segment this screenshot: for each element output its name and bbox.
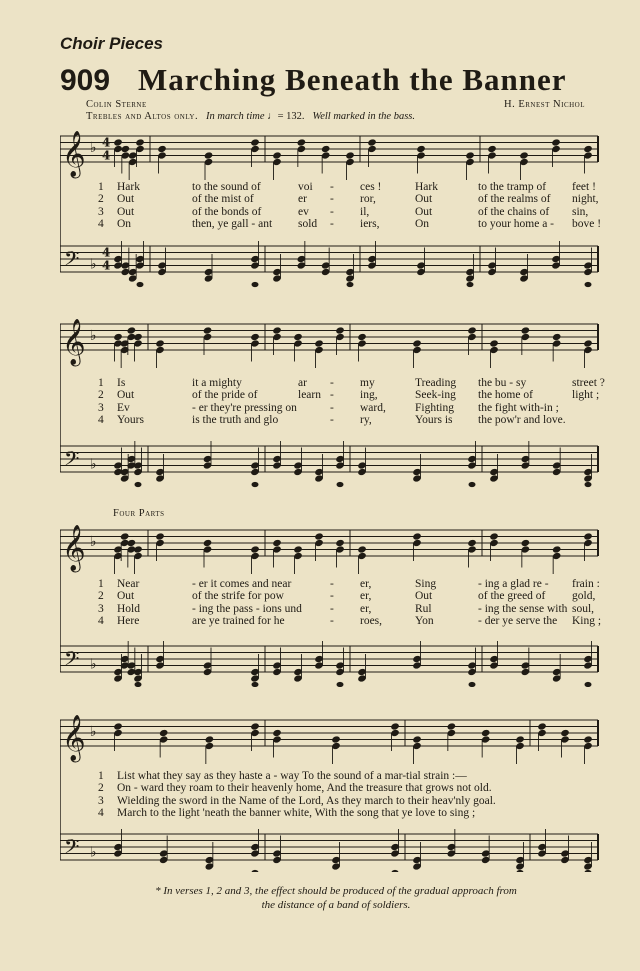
note-head <box>252 870 259 872</box>
lyric-syllable: il, <box>360 205 370 218</box>
note-head <box>133 333 143 341</box>
lyric-syllable: Treading <box>415 377 457 389</box>
flat-key-signature-icon: ♭ <box>90 256 97 273</box>
note-head <box>127 539 137 547</box>
note-head <box>113 722 123 730</box>
words-credit: Colin Sterne <box>86 99 147 110</box>
lyric-syllable: Out <box>117 193 135 206</box>
lyric-syllable: is the truth and glo <box>192 414 279 427</box>
verse-number: 3 <box>98 602 104 615</box>
note-head <box>585 282 592 287</box>
lyric-syllable: er, <box>360 590 372 603</box>
lyric-syllable: er, <box>360 602 372 615</box>
note-head <box>314 339 324 347</box>
lyric-syllable: to the sound of <box>192 181 261 193</box>
note-head <box>412 339 422 347</box>
lyric-syllable: Here <box>117 615 140 628</box>
lyric-syllable: sin, <box>572 205 589 218</box>
lyric-syllable: Out <box>117 205 135 218</box>
lyric-syllable: - <box>330 401 334 414</box>
lyric-line <box>60 770 600 782</box>
lyric-syllable: the fight with-in ; <box>478 401 559 414</box>
lyric-syllable: - <box>330 205 334 218</box>
lyric-syllable: Out <box>415 193 433 206</box>
verse-number: 3 <box>98 794 104 807</box>
note-head <box>128 151 138 159</box>
note-head <box>469 482 476 487</box>
lyric-syllable: the bu - sy <box>478 377 527 389</box>
lyric-line <box>60 578 600 590</box>
lyric-syllable: - <box>330 578 334 590</box>
lyric-syllable: of the realms of <box>478 193 551 206</box>
lyrics-system-2 <box>60 377 605 427</box>
music-system-1 <box>60 128 600 303</box>
verse-number: 4 <box>98 615 104 628</box>
lyric-line <box>60 603 600 615</box>
note-head <box>335 539 345 547</box>
flat-key-signature-icon: ♭ <box>90 844 97 861</box>
time-signature: 4 <box>102 245 111 260</box>
lyric-syllable: - <box>330 193 334 206</box>
lyric-syllable: - <box>330 615 334 628</box>
note-head <box>113 138 123 146</box>
note-head <box>203 326 213 334</box>
note-head <box>465 151 475 159</box>
note-head <box>345 151 355 159</box>
note-head <box>560 729 570 737</box>
lyric-syllable: of the greed of <box>478 590 546 603</box>
lyric-syllable: - <box>330 181 334 193</box>
bass-clef-icon: 𝄢 <box>64 247 80 275</box>
four-parts-label: Four Parts <box>113 508 165 519</box>
lyric-line <box>60 181 600 193</box>
note-head <box>583 339 593 347</box>
voices-direction: Trebles and Altos only. <box>86 111 199 122</box>
lyric-syllable: - <box>330 590 334 603</box>
note-head <box>367 138 377 146</box>
note-head <box>135 682 142 687</box>
note-head <box>157 145 167 153</box>
note-head <box>252 682 259 687</box>
note-head <box>521 539 531 547</box>
flat-key-signature-icon: ♭ <box>90 328 97 344</box>
flat-key-signature-icon: ♭ <box>90 724 97 740</box>
note-head <box>347 282 354 287</box>
lyric-line <box>60 402 600 414</box>
music-credit: H. Ernest Nichol <box>503 99 585 110</box>
note-head <box>517 870 524 872</box>
note-head <box>487 145 497 153</box>
expression-direction: Well marked in the bass. <box>312 111 415 122</box>
lyric-syllable: gold, <box>572 590 596 603</box>
note-head <box>416 145 426 153</box>
note-head <box>357 545 367 553</box>
lyric-syllable: learn <box>298 389 321 402</box>
lyrics-system-4 <box>60 770 600 820</box>
note-head <box>585 870 592 872</box>
lyrics-system-3 <box>60 578 600 628</box>
note-head <box>137 282 144 287</box>
lyric-syllable: the home of <box>478 389 533 402</box>
lyric-syllable: it a mighty <box>192 377 242 389</box>
performance-directions <box>86 111 415 122</box>
note-head <box>293 545 303 553</box>
note-head <box>297 138 307 146</box>
note-head <box>121 145 131 153</box>
note-head <box>585 682 592 687</box>
lyric-syllable: soul, <box>572 602 595 615</box>
note-head <box>412 735 422 743</box>
verse-number: 2 <box>98 389 104 402</box>
treble-clef-icon: 𝄞 <box>62 319 86 365</box>
verse-number: 4 <box>98 807 104 820</box>
lyric-syllable: voi <box>298 181 313 193</box>
lyric-syllable: to your home a - <box>478 218 555 231</box>
lyric-syllable: On <box>415 218 430 231</box>
lyric-syllable: ror, <box>360 193 376 206</box>
lyric-line <box>60 414 600 426</box>
note-head <box>515 735 525 743</box>
time-signature: 4 <box>102 258 111 273</box>
verse-number: 2 <box>98 782 104 795</box>
note-head <box>205 735 215 743</box>
lyric-syllable: ry, <box>360 414 372 427</box>
bass-clef-icon: 𝄢 <box>64 835 80 863</box>
note-head <box>552 333 562 341</box>
verse-number: 2 <box>98 193 104 206</box>
note-head <box>272 326 282 334</box>
lyric-syllable: Is <box>117 377 126 389</box>
lyric-syllable: Out <box>117 389 135 402</box>
lyric-syllable: - ing a glad re - <box>478 578 549 590</box>
lyric-syllable: Out <box>415 590 433 603</box>
lyric-syllable: - ing the pass - ions und <box>192 602 302 615</box>
lyric-syllable: - ing the sense with <box>478 602 568 615</box>
lyric-syllable: Hark <box>117 181 140 193</box>
note-head <box>135 138 145 146</box>
verse-number: 1 <box>98 578 104 590</box>
lyric-syllable: of the strife for pow <box>192 590 284 603</box>
note-head <box>583 532 593 540</box>
lyric-line <box>60 389 600 401</box>
lyric-syllable: Ev <box>117 401 130 414</box>
lyric-syllable: Near <box>117 578 140 590</box>
lyric-syllable: of the pride of <box>192 389 258 402</box>
lyric-syllable: feet ! <box>572 181 596 193</box>
verse-number: 3 <box>98 205 104 218</box>
verse-number: 1 <box>98 181 104 193</box>
lyric-syllable: Yours is <box>415 414 453 427</box>
note-head <box>489 532 499 540</box>
lyric-syllable: On <box>117 218 132 231</box>
metronome-mark: ♩= 132. <box>267 111 305 122</box>
lyric-syllable: ward, <box>360 401 386 414</box>
note-head <box>467 282 474 287</box>
note-head <box>272 539 282 547</box>
lyric-syllable: ar <box>298 377 307 389</box>
lyric-syllable: my <box>360 377 375 389</box>
lyric-syllable: - er it comes and near <box>192 578 292 590</box>
note-head <box>250 722 260 730</box>
note-head <box>272 151 282 159</box>
lyrics-system-1 <box>60 181 600 231</box>
lyric-line <box>60 206 600 218</box>
footnote <box>86 884 586 912</box>
note-head <box>521 326 531 334</box>
lyric-syllable: King ; <box>572 615 602 628</box>
note-head <box>331 735 341 743</box>
lyric-syllable: On - ward they roam to their heavenly home, And the treasure that grows not old. <box>117 782 492 795</box>
lyric-syllable: bove ! <box>572 218 602 231</box>
note-head <box>155 532 165 540</box>
note-head <box>337 482 344 487</box>
flat-key-signature-icon: ♭ <box>90 456 97 473</box>
flat-key-signature-icon: ♭ <box>90 534 97 550</box>
note-head <box>133 545 143 553</box>
lyric-syllable: Yon <box>415 615 434 628</box>
verse-number: 4 <box>98 218 104 231</box>
lyric-syllable: Sing <box>415 578 437 590</box>
verse-number: 1 <box>98 770 104 782</box>
note-head <box>250 545 260 553</box>
lyric-syllable: the pow'r and love. <box>478 414 566 427</box>
note-head <box>481 729 491 737</box>
lyric-syllable: iers, <box>360 218 380 231</box>
note-head <box>272 729 282 737</box>
lyric-syllable: er <box>298 193 307 206</box>
note-head <box>489 339 499 347</box>
flat-key-signature-icon: ♭ <box>90 656 97 673</box>
note-head <box>467 326 477 334</box>
note-head <box>250 333 260 341</box>
lyric-syllable: March to the light 'neath the banner white, With the song that ye love to sing ; <box>117 807 476 820</box>
note-head <box>335 326 345 334</box>
lyric-line <box>60 377 605 389</box>
lyric-syllable: Out <box>117 590 135 603</box>
lyric-syllable: of the bonds of <box>192 205 262 218</box>
note-head <box>203 539 213 547</box>
tempo-marking: In march time <box>206 111 265 122</box>
quarter-note-icon: ♩ <box>267 111 278 122</box>
lyric-syllable: Out <box>415 205 433 218</box>
bass-clef-icon: 𝄢 <box>64 447 80 475</box>
lyric-syllable: er, <box>360 578 372 590</box>
lyric-syllable: - <box>330 377 334 389</box>
lyric-syllable: light ; <box>572 389 600 402</box>
note-head <box>519 151 529 159</box>
note-head <box>552 545 562 553</box>
lyric-syllable: are ye trained for he <box>192 615 285 628</box>
lyric-syllable: roes, <box>360 615 383 628</box>
lyric-syllable: - <box>330 414 334 427</box>
lyric-syllable: - <box>330 218 334 231</box>
time-signature: 4 <box>102 148 111 163</box>
note-head <box>583 145 593 153</box>
note-head <box>469 682 476 687</box>
verse-number: 4 <box>98 414 104 427</box>
lyric-syllable: - <box>330 602 334 615</box>
lyric-syllable: Yours <box>117 414 144 427</box>
section-header: Choir Pieces <box>60 34 163 53</box>
lyric-line <box>60 590 600 602</box>
lyric-syllable: of the chains of <box>478 205 550 218</box>
note-head <box>127 326 137 334</box>
note-head <box>447 722 457 730</box>
lyric-syllable: Hark <box>415 181 438 193</box>
note-head <box>537 722 547 730</box>
lyric-syllable: - <box>330 389 334 402</box>
hymn-title: Marching Beneath the Banner <box>138 62 567 97</box>
note-head <box>314 532 324 540</box>
note-head <box>551 138 561 146</box>
note-head <box>293 333 303 341</box>
treble-clef-icon: 𝄞 <box>62 715 86 761</box>
lyric-line <box>60 615 600 627</box>
lyric-syllable: - der ye serve the <box>478 615 558 628</box>
verse-number: 2 <box>98 590 104 603</box>
lyric-line <box>60 193 600 205</box>
note-head <box>412 532 422 540</box>
lyric-syllable: Wielding the sword in the Name of the Lord, As they march to their heav'nly goal. <box>117 794 496 807</box>
lyric-line <box>60 218 600 230</box>
footnote-line-1: * In verses 1, 2 and 3, the effect should be produced of the gradual approach from <box>155 885 517 897</box>
note-head <box>120 532 130 540</box>
note-head <box>113 333 123 341</box>
lyric-syllable: street ? <box>572 377 605 389</box>
note-head <box>357 333 367 341</box>
lyric-syllable: ces ! <box>360 181 382 193</box>
hymn-number: 909 <box>60 64 111 97</box>
note-head <box>135 482 142 487</box>
note-head <box>252 482 259 487</box>
lyric-syllable: List what they say as they haste a - way To the sound of a mar-tial strain :— <box>117 770 467 782</box>
lyric-syllable: ing, <box>360 389 378 402</box>
music-system-2 <box>60 318 605 498</box>
lyric-syllable: sold <box>298 218 318 231</box>
music-system-4 <box>60 712 600 872</box>
verse-number: 1 <box>98 377 104 389</box>
time-signature: 4 <box>102 135 111 150</box>
bass-clef-icon: 𝄢 <box>64 647 80 675</box>
lyric-syllable: Rul <box>415 602 432 615</box>
flat-key-signature-icon: ♭ <box>90 140 97 156</box>
lyric-syllable: frain : <box>572 578 600 590</box>
lyric-line <box>60 782 600 794</box>
note-head <box>585 482 592 487</box>
lyric-syllable: Seek-ing <box>415 389 456 402</box>
music-system-3 <box>60 522 600 687</box>
note-head <box>250 138 260 146</box>
verse-number: 3 <box>98 401 104 414</box>
treble-clef-icon: 𝄞 <box>62 131 86 177</box>
footnote-line-2: the distance of a band of soldiers. <box>261 899 411 911</box>
lyric-syllable: Hold <box>117 602 140 615</box>
lyric-syllable: Fighting <box>415 401 454 414</box>
note-head <box>583 735 593 743</box>
note-head <box>337 682 344 687</box>
lyric-syllable: of the mist of <box>192 193 254 206</box>
note-head <box>204 151 214 159</box>
lyric-line <box>60 795 600 807</box>
lyric-syllable: ev <box>298 205 309 218</box>
note-head <box>155 339 165 347</box>
lyric-syllable: then, ye gall - ant <box>192 218 273 231</box>
note-head <box>159 729 169 737</box>
note-head <box>321 145 331 153</box>
lyric-syllable: night, <box>572 193 599 206</box>
lyric-line <box>60 807 600 819</box>
note-head <box>390 722 400 730</box>
note-head <box>467 539 477 547</box>
note-head <box>392 870 399 872</box>
treble-clef-icon: 𝄞 <box>62 525 86 571</box>
lyric-syllable: - er they're pressing on <box>192 401 297 414</box>
lyric-syllable: to the tramp of <box>478 181 547 193</box>
note-head <box>252 282 259 287</box>
